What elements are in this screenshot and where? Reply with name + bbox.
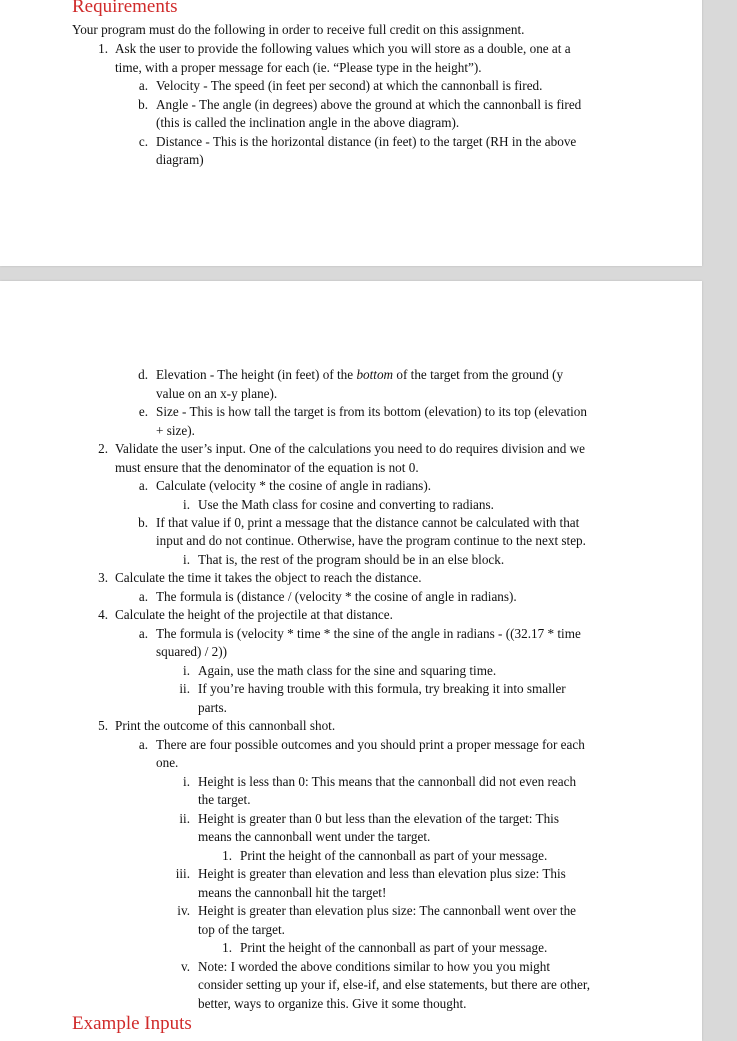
step-text: Validate the user’s input. One of the calculations you need to do requires division and we xyxy=(115,441,585,456)
step-number: 4. xyxy=(98,607,108,622)
item-text: The formula is (velocity * time * the sine of the angle in radians - ((32.17 * time xyxy=(156,626,581,641)
step-text: Calculate the height of the projectile at that distance. xyxy=(115,607,393,622)
item-label: a. xyxy=(138,589,148,604)
subitem-label: i. xyxy=(183,497,190,512)
subitem-text: better, ways to organize this. Give it some thought. xyxy=(198,996,467,1011)
item-text: Angle - The angle (in degrees) above the ground at which the cannonball is fired xyxy=(156,97,582,112)
subitem-text: Again, use the math class for the sine and squaring time. xyxy=(198,663,497,678)
subsubitem-text: Print the height of the cannonball as part of your message. xyxy=(240,940,548,955)
section-heading: Requirements xyxy=(72,0,178,17)
subitem-text: Height is greater than elevation and less than elevation plus size: This xyxy=(198,866,566,881)
item-text: The formula is (distance / (velocity * the cosine of angle in radians). xyxy=(156,589,517,604)
item-text: diagram) xyxy=(156,152,204,167)
item-text: Size - This is how tall the target is from its bottom (elevation) to its top (elevation xyxy=(156,404,587,419)
emphasis-text: bottom xyxy=(356,367,394,382)
step-number: 3. xyxy=(98,570,108,585)
intro-text: Your program must do the following in order to receive full credit on this assignment. xyxy=(72,22,525,37)
step-text: Print the outcome of this cannonball shot. xyxy=(115,718,336,733)
item-label: b. xyxy=(138,97,148,112)
step-number: 2. xyxy=(98,441,108,456)
subitem-label: v. xyxy=(180,959,190,974)
item-label: b. xyxy=(138,515,148,530)
item-text: There are four possible outcomes and you should print a proper message for each xyxy=(156,737,585,752)
item-text: (this is called the inclination angle in the above diagram). xyxy=(156,115,460,130)
subitem-text: Height is greater than 0 but less than the elevation of the target: This xyxy=(198,811,559,826)
step-number: 5. xyxy=(98,718,108,733)
step-text: must ensure that the denominator of the equation is not 0. xyxy=(115,460,419,475)
subitem-label: i. xyxy=(183,552,190,567)
step-text: Ask the user to provide the following values which you will store as a double, one at a xyxy=(115,41,571,56)
subitem-text: parts. xyxy=(198,700,227,715)
subitem-label: ii. xyxy=(179,811,190,826)
item-text: value on an x-y plane). xyxy=(156,386,278,401)
subsubitem-label: 1. xyxy=(222,848,232,863)
item-text: Velocity - The speed (in feet per second) at which the cannonball is fired. xyxy=(156,78,543,93)
item-text: Calculate (velocity * the cosine of angle in radians). xyxy=(156,478,432,493)
subitem-label: i. xyxy=(183,663,190,678)
step-text: Calculate the time it takes the object to reach the distance. xyxy=(115,570,422,585)
next-section-heading: Example Inputs xyxy=(72,1013,192,1034)
subitem-label: iii. xyxy=(175,866,190,881)
item-label: a. xyxy=(138,78,148,93)
step-text: time, with a proper message for each (ie. “Please type in the height”). xyxy=(115,60,482,75)
subitem-label: iv. xyxy=(177,903,190,918)
item-text: Elevation - The height (in feet) of the bottom of the target from the ground (y xyxy=(156,367,564,382)
item-label: e. xyxy=(138,404,148,419)
subitem-text: consider setting up your if, else-if, and else statements, but there are other, xyxy=(198,977,591,992)
subitem-text: the target. xyxy=(198,792,251,807)
subitem-label: ii. xyxy=(179,681,190,696)
item-text: one. xyxy=(156,755,179,770)
subitem-text: Note: I worded the above conditions similar to how you you might xyxy=(198,959,550,974)
subitem-text: means the cannonball hit the target! xyxy=(198,885,387,900)
subsubitem-label: 1. xyxy=(222,940,232,955)
item-label: a. xyxy=(138,626,148,641)
subsubitem-text: Print the height of the cannonball as part of your message. xyxy=(240,848,548,863)
subitem-text: If you’re having trouble with this formula, try breaking it into smaller xyxy=(198,681,566,696)
item-text: input and do not continue. Otherwise, have the program continue to the next step. xyxy=(156,533,586,548)
item-label: a. xyxy=(138,478,148,493)
subitem-text: means the cannonball went under the target. xyxy=(198,829,431,844)
item-label: a. xyxy=(138,737,148,752)
item-label: c. xyxy=(138,134,148,149)
item-text: If that value if 0, print a message that the distance cannot be calculated with that xyxy=(156,515,580,530)
document-page-2 xyxy=(0,281,702,1041)
item-text: + size). xyxy=(156,423,195,438)
subitem-text: top of the target. xyxy=(198,922,285,937)
subitem-text: Height is less than 0: This means that the cannonball did not even reach xyxy=(198,774,577,789)
subitem-text: Height is greater than elevation plus size: The cannonball went over the xyxy=(198,903,577,918)
item-text: Distance - This is the horizontal distance (in feet) to the target (RH in the above xyxy=(156,134,577,149)
item-label: d. xyxy=(138,367,148,382)
step-number: 1. xyxy=(98,41,108,56)
item-text: squared) / 2)) xyxy=(156,644,228,659)
subitem-text: Use the Math class for cosine and converting to radians. xyxy=(198,497,494,512)
subitem-text: That is, the rest of the program should be in an else block. xyxy=(198,552,505,567)
subitem-label: i. xyxy=(183,774,190,789)
